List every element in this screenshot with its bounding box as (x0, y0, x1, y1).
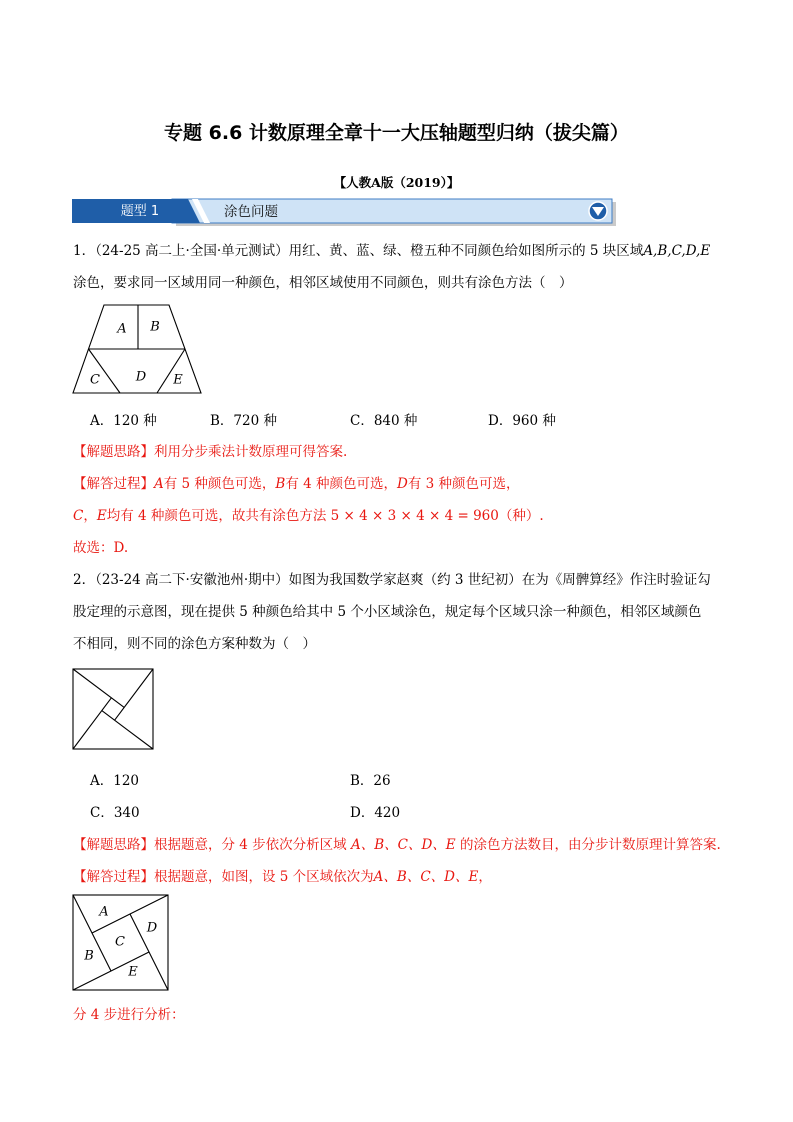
math-b: B (275, 476, 286, 492)
q2-option-d: D．420 (350, 805, 401, 821)
q2-stem-line-3: 不相同，则不同的涂色方案种数为（ ） (73, 636, 316, 652)
banner-topic-label: 涂色问题 (224, 204, 278, 220)
q1-option-c: C．840 种 (350, 413, 418, 429)
chevron-down-circle-icon (589, 202, 607, 220)
process-text: 【解答过程】根据题意，如图，设 5 个区域依次为 (73, 869, 374, 885)
process-text: 有 5 种颜色可选， (163, 476, 276, 492)
q1-solution-process-line-2 (73, 506, 544, 526)
region-list: A、B、C、D、E (350, 837, 456, 853)
diagram-line (102, 711, 153, 749)
region-label-d: D (146, 920, 158, 936)
q2-stem-line-2: 股定理的示意图，现在提供 5 种颜色给其中 5 个小区域涂色，规定每个区域只涂一种颜色，相邻区域颜色 (73, 604, 702, 620)
region-label-c: C (90, 372, 100, 388)
process-text: ， (478, 869, 492, 885)
q1-option-a: A．120 种 (90, 413, 157, 429)
q1-figure-trapezoid (72, 303, 204, 397)
q1-solution-process-line-1 (73, 474, 520, 494)
region-label-a: A (99, 904, 109, 920)
process-text: （种）. (498, 508, 544, 524)
region-list: A、B、C、D、E (373, 869, 479, 885)
process-text: 有 4 种颜色可选， (285, 476, 398, 492)
q2-solution-idea (73, 835, 721, 855)
math-a: A (154, 476, 164, 492)
process-text: ， (83, 508, 97, 524)
q2-figure-labeled-diagram (72, 894, 172, 993)
process-text: 均有 4 种颜色可选，故共有涂色方法 (106, 508, 331, 524)
q1-solution-idea: 【解题思路】利用分步乘法计数原理可得答案. (73, 444, 348, 460)
q2-next-step: 分 4 步进行分析： (73, 1007, 185, 1023)
q2-option-c: C．340 (90, 805, 140, 821)
region-label-c: C (115, 934, 125, 950)
idea-text: 的涂色方法数目，由分步计数原理计算答案. (455, 837, 721, 853)
math-e: E (96, 508, 107, 524)
math-d: D (397, 476, 408, 492)
region-label-d: D (135, 369, 147, 385)
q1-stem-line-1 (73, 241, 710, 261)
q2-stem-line-1: 2．（23-24 高二下·安徽池州·期中）如图为我国数学家赵爽（约 3 世纪初）在为《周髀算经》作注时验证勾 (73, 572, 711, 588)
diagram-line (73, 669, 124, 707)
q2-option-b: B．26 (350, 773, 391, 789)
banner-tab-label: 题型 1 (120, 204, 160, 219)
q1-stem-line-2: 涂色，要求同一区域用同一种颜色，相邻区域使用不同颜色，则共有涂色方法（ ） (73, 275, 573, 291)
diagram-line (115, 669, 153, 720)
q2-figure-zhao-shuang-diagram (72, 668, 156, 751)
idea-text: 【解题思路】根据题意，分 4 步依次分析区域 (73, 837, 351, 853)
region-label-b: B (150, 319, 160, 335)
q2-option-a: A．120 (90, 773, 140, 789)
edition-subtitle: 【人教A版（2019）】 (333, 175, 460, 190)
region-label-b: B (84, 948, 94, 964)
q2-solution-process (73, 867, 492, 887)
q1-option-b: B．720 种 (210, 413, 277, 429)
solution-process-tag: 【解答过程】 (73, 476, 154, 492)
region-label-a: A (117, 321, 127, 337)
math-c: C (73, 508, 84, 524)
outer-square (73, 669, 153, 749)
region-label-e: E (128, 964, 138, 980)
region-label-e: E (173, 372, 183, 388)
q1-region-list: A,B,C,D,E (643, 243, 711, 259)
calculation-expression: 5 × 4 × 3 × 4 × 4 = 960 (330, 508, 499, 524)
q1-stem-text: 1．（24-25 高二上·全国·单元测试）用红、黄、蓝、绿、橙五种不同颜色给如图所示的 5 块区域 (73, 243, 644, 259)
q1-answer: 故选：D. (73, 540, 129, 556)
diagram-line (73, 698, 111, 749)
page-title: 专题 6.6 计数原理全章十一大压轴题型归纳（拔尖篇） (164, 122, 629, 144)
q1-option-d: D．960 种 (488, 413, 556, 429)
process-text: 有 3 种颜色可选， (407, 476, 520, 492)
